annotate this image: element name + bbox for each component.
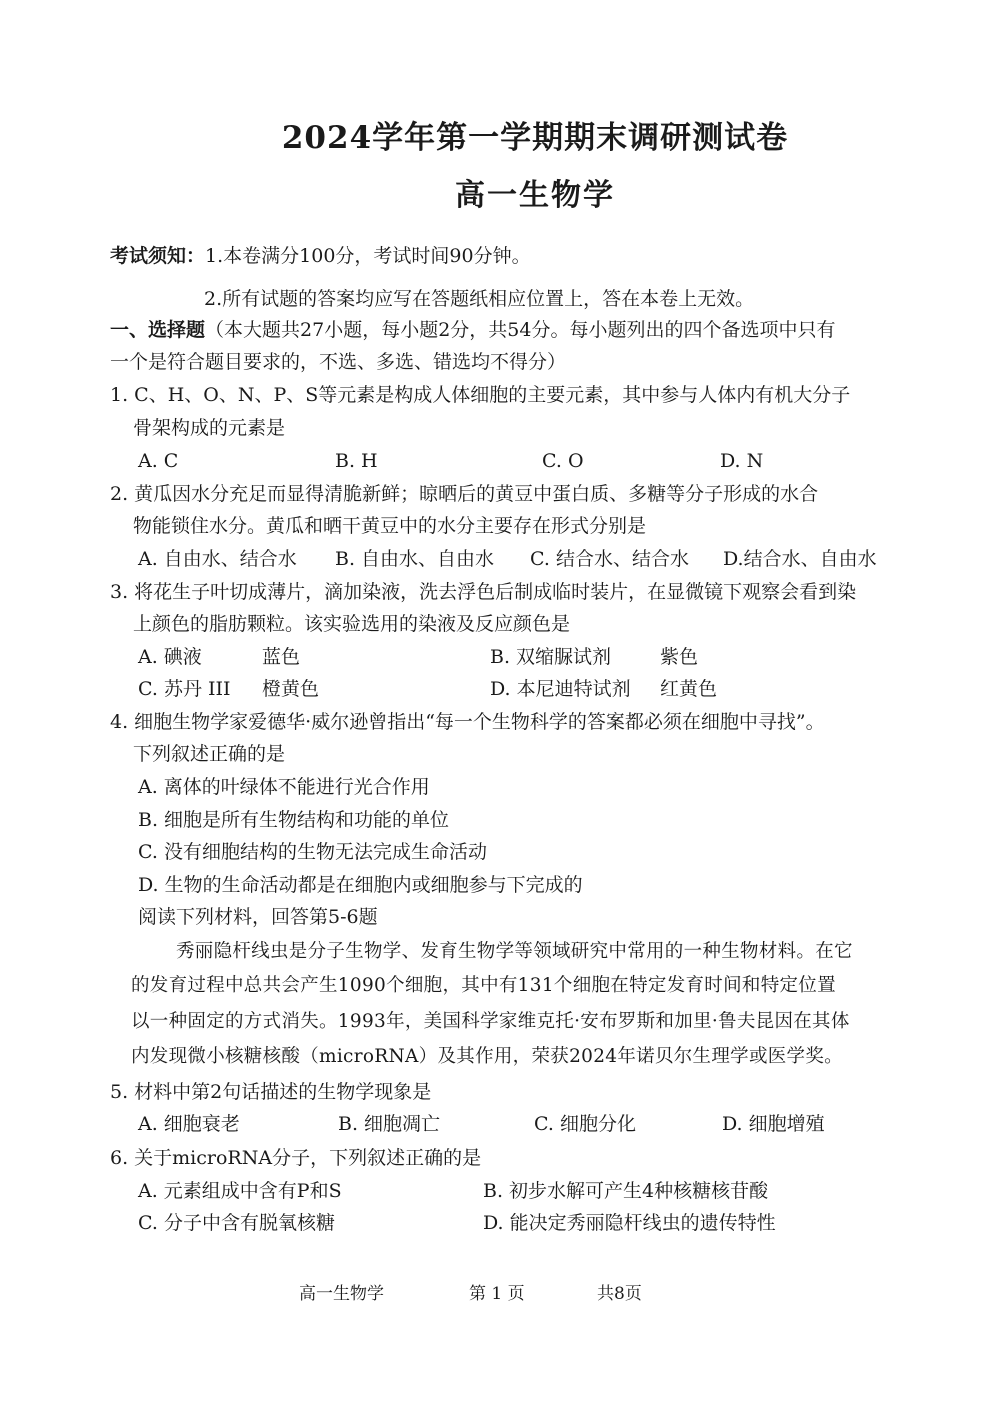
section-intro-line1: （本大题共27小题，每小题2分，共54分。每小题列出的四个备选项中只有 xyxy=(205,319,836,341)
notice-item1: 1.本卷满分100分，考试时间90分钟。 xyxy=(205,245,531,267)
material-line1: 秀丽隐杆线虫是分子生物学、发育生物学等领域研究中常用的一种生物材料。在它 xyxy=(176,941,853,962)
q2-option-c: C. 结合水、结合水 xyxy=(530,548,689,570)
q3-option-a-color: 蓝色 xyxy=(262,646,301,668)
q1-option-a: A. C xyxy=(138,450,179,472)
exam-title: 2024学年第一学期期末调研测试卷 xyxy=(281,120,789,156)
q2-stem-line2: 物能锁住水分。黄瓜和晒干黄豆中的水分主要存在形式分别是 xyxy=(133,515,647,537)
section-heading-line xyxy=(110,316,835,344)
q1-option-b: B. H xyxy=(335,450,378,472)
q1-option-d: D. N xyxy=(720,450,764,472)
q5-stem: 5. 材料中第2句话描述的生物学现象是 xyxy=(110,1081,432,1103)
q5-option-a: A. 细胞衰老 xyxy=(138,1113,240,1135)
section-intro-line2: 一个是符合题目要求的，不选、多选、错选均不得分） xyxy=(110,351,567,373)
exam-subject-title: 高一生物学 xyxy=(455,178,615,213)
q3-option-a: A. 碘液 xyxy=(138,646,202,668)
q3-option-b: B. 双缩脲试剂 xyxy=(490,646,612,668)
q4-stem-line1: 4. 细胞生物学家爱德华·威尔逊曾指出“每一个生物科学的答案都必须在细胞中寻找”。 xyxy=(110,711,825,733)
q4-option-d: D. 生物的生命活动都是在细胞内或细胞参与下完成的 xyxy=(138,874,583,896)
q3-option-d-color: 红黄色 xyxy=(660,678,718,700)
q1-option-c: C. O xyxy=(542,450,584,472)
q1-stem-line1: 1. C、H、O、N、P、S等元素是构成人体细胞的主要元素，其中参与人体内有机大分子 xyxy=(110,384,851,406)
q3-option-c: C. 苏丹 III xyxy=(138,678,231,700)
q4-option-b: B. 细胞是所有生物结构和功能的单位 xyxy=(138,809,450,831)
q2-option-a: A. 自由水、结合水 xyxy=(138,548,297,570)
section-heading: 一、选择题 xyxy=(110,319,206,341)
q6-stem: 6. 关于microRNA分子，下列叙述正确的是 xyxy=(110,1147,482,1169)
q5-option-d: D. 细胞增殖 xyxy=(722,1113,825,1135)
material-line3: 以一种固定的方式消失。1993年，美国科学家维克托·安布罗斯和加里·鲁夫昆因在其体 xyxy=(131,1011,850,1032)
material-line2: 的发育过程中总共会产生1090个细胞，其中有131个细胞在特定发育时间和特定位置 xyxy=(131,975,836,996)
q6-option-c: C. 分子中含有脱氧核糖 xyxy=(138,1212,335,1234)
q1-stem-line2: 骨架构成的元素是 xyxy=(133,417,286,439)
q2-option-b: B. 自由水、自由水 xyxy=(335,548,495,570)
footer-page-number: 第 1 页 xyxy=(469,1284,525,1304)
q5-option-c: C. 细胞分化 xyxy=(534,1113,636,1135)
q4-option-a: A. 离体的叶绿体不能进行光合作用 xyxy=(138,776,430,798)
q3-option-b-color: 紫色 xyxy=(660,646,699,668)
q6-option-a: A. 元素组成中含有P和S xyxy=(138,1180,342,1202)
q6-option-d: D. 能决定秀丽隐杆线虫的遗传特性 xyxy=(483,1212,776,1234)
q3-option-d: D. 本尼迪特试剂 xyxy=(490,678,631,700)
exam-notice-line1 xyxy=(110,242,531,270)
material-prompt: 阅读下列材料，回答第5-6题 xyxy=(138,906,378,928)
q4-option-c: C. 没有细胞结构的生物无法完成生命活动 xyxy=(138,841,487,863)
q6-option-b: B. 初步水解可产生4种核糖核苷酸 xyxy=(483,1180,769,1202)
notice-item2: 2.所有试题的答案均应写在答题纸相应位置上，答在本卷上无效。 xyxy=(204,288,755,310)
q5-option-b: B. 细胞凋亡 xyxy=(338,1113,441,1135)
q3-option-c-color: 橙黄色 xyxy=(262,678,320,700)
q2-stem-line1: 2. 黄瓜因水分充足而显得清脆新鲜；晾晒后的黄豆中蛋白质、多糖等分子形成的水合 xyxy=(110,483,819,505)
footer-subject: 高一生物学 xyxy=(299,1284,384,1304)
q3-stem-line1: 3. 将花生子叶切成薄片，滴加染液，洗去浮色后制成临时装片，在显微镜下观察会看到染 xyxy=(110,581,857,603)
q2-option-d: D.结合水、自由水 xyxy=(723,548,877,570)
q3-stem-line2: 上颜色的脂肪颗粒。该实验选用的染液及反应颜色是 xyxy=(133,613,571,635)
footer-total-pages: 共8页 xyxy=(597,1284,642,1304)
material-line4: 内发现微小核糖核酸（microRNA）及其作用，荣获2024年诺贝尔生理学或医学奖。 xyxy=(131,1046,843,1067)
notice-label: 考试须知： xyxy=(110,245,206,267)
q4-stem-line2: 下列叙述正确的是 xyxy=(133,743,286,765)
